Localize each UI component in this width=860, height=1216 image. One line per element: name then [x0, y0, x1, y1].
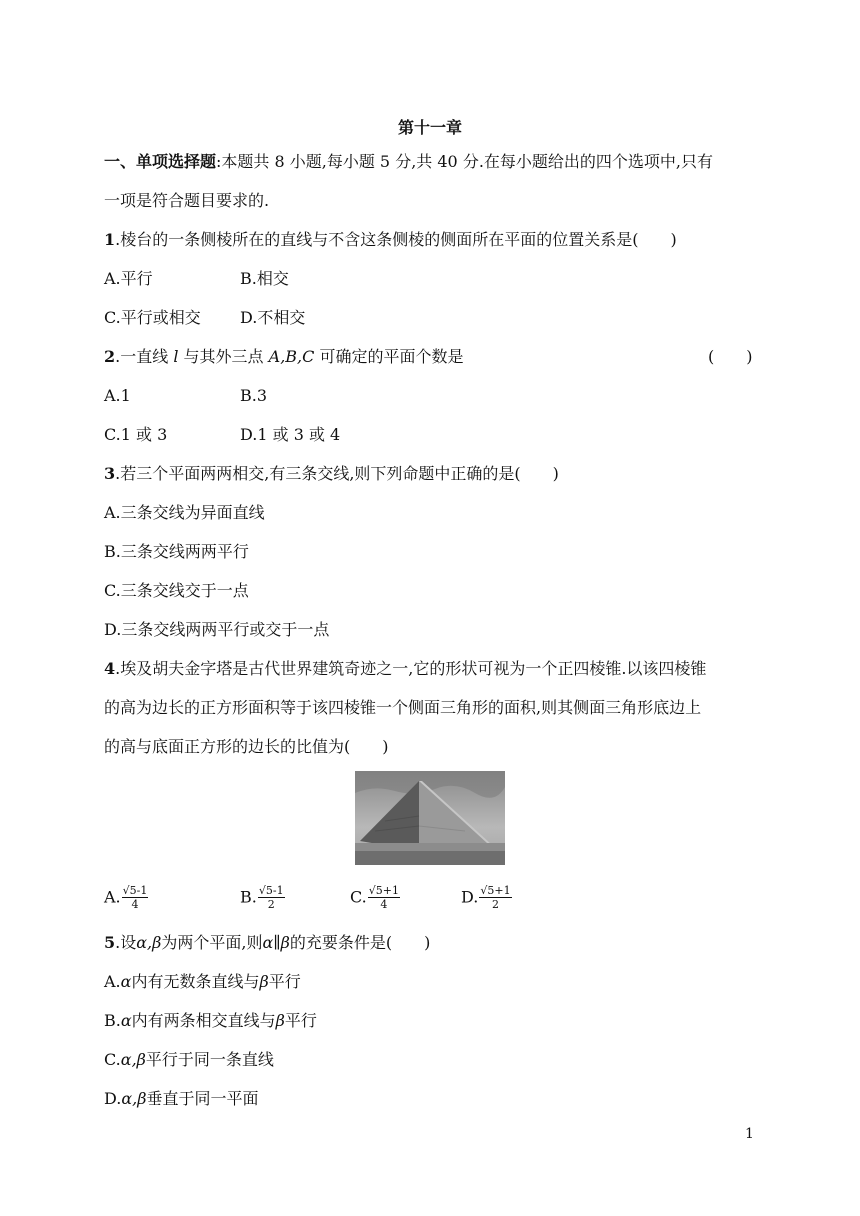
option-b: B.α内有两条相交直线与β平行: [104, 1011, 317, 1030]
var-planes: α,β: [136, 933, 162, 952]
option-a: A.平行: [104, 269, 153, 288]
option-c: C. $\frac{√5+1}{4}$: [350, 884, 399, 911]
question-number: 5: [104, 933, 116, 952]
question-text: 可确定的平面个数是: [314, 347, 464, 366]
question-number: 1: [104, 230, 116, 249]
section-instruction: [104, 151, 713, 173]
var-l: l: [173, 347, 179, 366]
option-a: A.三条交线为异面直线: [104, 503, 265, 522]
question-text: 的充要条件是( ): [289, 933, 431, 952]
question-2: [104, 346, 463, 368]
question-number: 3: [104, 464, 116, 483]
chapter-title: 第十一章: [397, 118, 462, 137]
question-text: .一直线: [115, 347, 174, 366]
page-number: 1: [745, 1126, 754, 1142]
question-text: .埃及胡夫金字塔是古代世界建筑奇迹之一,它的形状可视为一个正四棱锥.以该四棱锥: [115, 659, 707, 678]
question-text: 为两个平面,则: [161, 933, 263, 952]
question-4: [104, 658, 706, 680]
option-d: D.三条交线两两平行或交于一点: [104, 620, 330, 639]
question-number: 4: [104, 659, 116, 678]
option-d: D.1 或 3 或 4: [240, 425, 341, 444]
fraction: $\frac{√5+1}{2}$: [480, 884, 511, 911]
question-number: 2: [104, 347, 116, 366]
parallel-condition: α∥β: [262, 933, 290, 952]
option-a: A.1: [104, 386, 131, 405]
option-c: C.三条交线交于一点: [104, 581, 249, 600]
question-text: .棱台的一条侧棱所在的直线与不含这条侧棱的侧面所在平面的位置关系是( ): [115, 230, 677, 249]
var-points: A,B,C: [268, 347, 315, 366]
option-a: A.α内有无数条直线与β平行: [104, 972, 301, 991]
question-text: 的高为边长的正方形面积等于该四棱锥一个侧面三角形的面积,则其侧面三角形底边上: [104, 698, 702, 717]
instruction-text-cont: 一项是符合题目要求的.: [104, 191, 270, 210]
option-c: C.α,β平行于同一条直线: [104, 1050, 274, 1069]
option-b: B.3: [240, 386, 268, 405]
option-c: C.平行或相交: [104, 308, 201, 327]
option-b: B.三条交线两两平行: [104, 542, 249, 561]
question-text: 的高与底面正方形的边长的比值为( ): [104, 737, 389, 756]
fraction: $\frac{√5+1}{4}$: [368, 884, 399, 911]
option-d: D.α,β垂直于同一平面: [104, 1089, 259, 1108]
fraction: $\frac{√5-1}{4}$: [122, 884, 148, 911]
option-d: D. $\frac{√5+1}{2}$: [461, 884, 511, 911]
answer-paren: ( ): [708, 347, 753, 366]
pyramid-photo: [355, 771, 505, 865]
instruction-text: :本题共 8 小题,每小题 5 分,共 40 分.在每小题给出的四个选项中,只有: [216, 152, 713, 171]
question-text: .若三个平面两两相交,有三条交线,则下列命题中正确的是( ): [115, 464, 559, 483]
section-label: 一、单项选择题: [104, 152, 217, 171]
question-5: [104, 932, 430, 954]
option-b: B.相交: [240, 269, 289, 288]
option-b: B. $\frac{√5-1}{2}$: [240, 884, 284, 911]
option-d: D.不相交: [240, 308, 306, 327]
question-text: 与其外三点: [178, 347, 269, 366]
option-c: C.1 或 3: [104, 425, 168, 444]
fraction: $\frac{√5-1}{2}$: [258, 884, 284, 911]
option-a: A. $\frac{√5-1}{4}$: [104, 884, 148, 911]
question-text: .设: [115, 933, 137, 952]
question-1: [104, 229, 677, 251]
question-3: [104, 463, 559, 485]
